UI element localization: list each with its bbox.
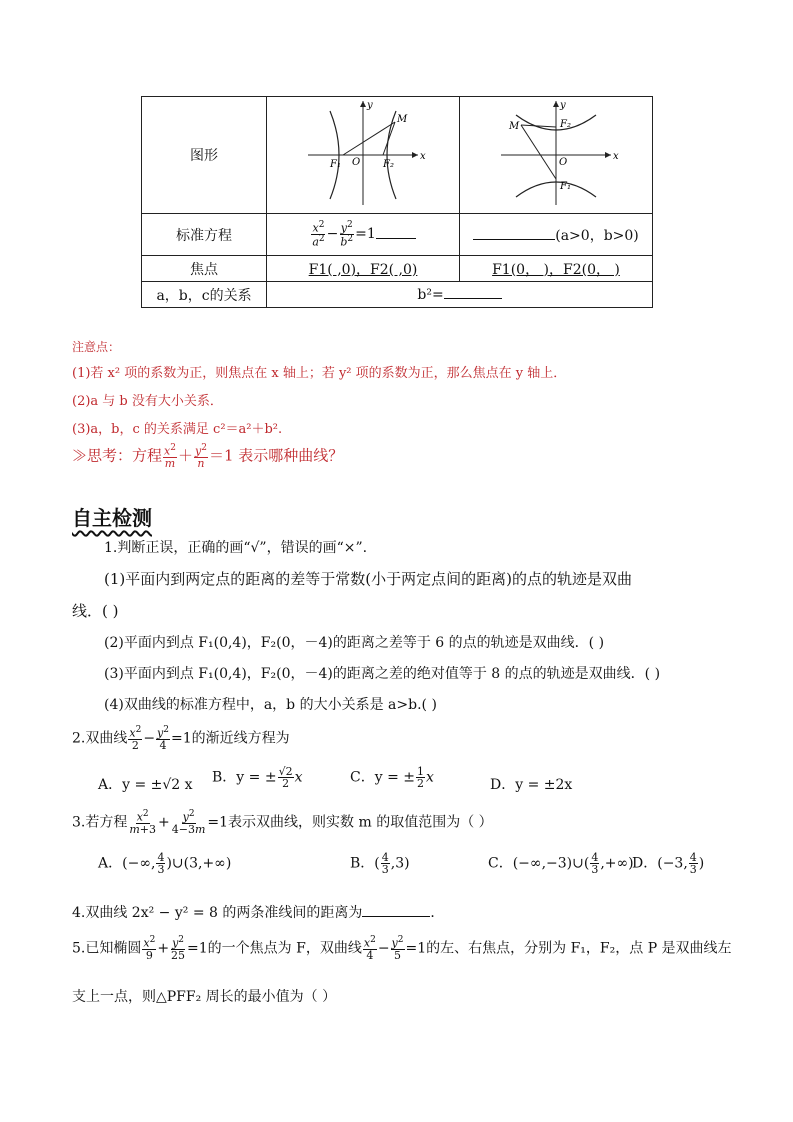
q2-option-c-prefix: C．y = ±	[350, 769, 415, 786]
q1-statement-1a: (1)平面内到两定点的距离的差等于常数(小于两定点间的距离)的点的轨迹是双曲	[104, 570, 632, 588]
y-axis-label-2: y	[560, 100, 566, 111]
focus-1-label: F₁	[330, 159, 341, 170]
q5-prefix: 5.已知椭圆	[72, 940, 142, 957]
q3-option-a-label: A．	[98, 855, 123, 872]
q3-option-c[interactable]: C．(−∞,−3)∪( $\frac{4}{3}$ ,+∞)	[488, 851, 634, 876]
point-m-label-2: M	[509, 121, 520, 132]
q3-prefix: 3.若方程	[72, 814, 128, 831]
abc-row-label: a，b，c的关系	[142, 282, 267, 308]
graph-row-label: 图形	[142, 97, 267, 214]
x-axis-label: x	[420, 151, 426, 162]
equation-condition: (a>0，b>0)	[555, 227, 639, 244]
think-suffix: ＝1 表示哪种曲线？	[208, 446, 344, 465]
q2-option-d[interactable]: D．y = ±2x	[490, 777, 573, 793]
q3-suffix: =1表示双曲线，则实数 m 的取值范围为（ ）	[207, 814, 493, 831]
think-question: ≫思考：方程 $\frac{x^2}{m}$ ＋ $\frac{y^2}{n}$ ＝1 表示哪种曲线？	[72, 443, 344, 470]
q1-statement-1b: 线．( )	[72, 602, 119, 620]
equation-horizontal: $\frac{x^2}{a^2}$ − $\frac{y^2}{b^2}$ =1	[267, 214, 460, 256]
focus-1-label-2: F₁	[560, 181, 571, 192]
q2-suffix: 的渐近线方程为	[191, 730, 290, 747]
focus-vertical: F1(0， )，F2(0， )	[460, 256, 653, 282]
notes-title: 注意点：	[72, 340, 121, 354]
think-prefix: ≫思考：方程	[72, 446, 163, 465]
note-3: (3)a，b，c 的关系满足 c²＝a²＋b².	[72, 422, 283, 437]
q2-prefix: 2.双曲线	[72, 730, 128, 747]
horizontal-hyperbola-figure	[268, 97, 458, 209]
q5-stem-line1: 5.已知椭圆 $\frac{x^2}{9}$ + $\frac{y^2}{25}$ =1的一个焦点为 F，双曲线 $\frac{x^2}{4}$ − $\frac{y^2}{5}$ =1的左、右焦点，分别为 F₁，F₂，点 P 是双曲线左	[72, 935, 732, 962]
equation-vertical	[460, 214, 653, 256]
q3-stem: 3.若方程 $\frac{x^2}{m+3}$ + $\frac{y^2}{4-3m}$ =1表示双曲线，则实数 m 的取值范围为（ ）	[72, 809, 493, 836]
q3-option-d-label: D．	[632, 855, 658, 872]
q2-option-b[interactable]: B．y = ± $\frac{√2}{2}$ x	[212, 765, 303, 790]
focus-2-label-2: F₂	[560, 119, 571, 130]
equation-row-label: 标准方程	[142, 214, 267, 256]
abc-relation	[267, 282, 653, 308]
q3-option-b[interactable]: B．( $\frac{4}{3}$ ,3)	[350, 851, 410, 876]
q5-suffix: =1的左、右焦点，分别为 F₁，F₂，点 P 是双曲线左	[405, 940, 732, 957]
note-2: (2)a 与 b 没有大小关系．	[72, 394, 223, 409]
q1-statement-2: (2)平面内到点 F₁(0,4)，F₂(0，－4)的距离之差等于 6 的点的轨迹是双曲线．( )	[104, 635, 605, 651]
q4-stem	[72, 902, 444, 922]
q3-option-b-label: B．	[350, 855, 375, 872]
q4-end: ．	[430, 905, 445, 921]
origin-label-2: O	[559, 157, 568, 168]
point-m-label: M	[397, 114, 408, 125]
q2-option-a[interactable]: A．y = ±√2 x	[98, 777, 193, 793]
focus-horizontal: F1( ,0)，F2( ,0)	[267, 256, 460, 282]
q5-mid: =1的一个焦点为 F，双曲线	[187, 940, 362, 957]
q1-stem: 1.判断正误，正确的画“√”，错误的画“×”.	[104, 540, 368, 556]
section-title: 自主检测	[72, 506, 152, 530]
q3-option-c-label: C．	[488, 855, 513, 872]
q3-option-d[interactable]: D．(−3, $\frac{4}{3}$ )	[632, 851, 705, 876]
hyperbola-summary-table	[141, 96, 653, 308]
note-1: (1)若 x² 项的系数为正，则焦点在 x 轴上；若 y² 项的系数为正，那么焦点在 y 轴上．	[72, 366, 567, 381]
q2-option-b-prefix: B．y = ±	[212, 769, 277, 786]
q3-option-a[interactable]: A．(−∞, $\frac{4}{3}$ )∪(3,+∞)	[98, 851, 232, 876]
focus-2-label: F₂	[383, 159, 394, 170]
focus-row-label: 焦点	[142, 256, 267, 282]
q1-statement-4: (4)双曲线的标准方程中，a，b 的大小关系是 a>b.( )	[104, 697, 437, 713]
equation-tail: =1	[355, 226, 376, 243]
q5-stem-line2: 支上一点，则△PFF₂ 周长的最小值为（ ）	[72, 989, 337, 1005]
graph-horizontal-hyperbola	[267, 97, 460, 214]
q2-option-c[interactable]: C．y = ± $\frac{1}{2}$ x	[350, 765, 434, 790]
q1-statement-3: (3)平面内到点 F₁(0,4)，F₂(0，－4)的距离之差的绝对值等于 8 的点的轨迹是双曲线．( )	[104, 666, 661, 682]
abc-relation-text: b²=	[417, 286, 444, 303]
vertical-hyperbola-figure	[461, 97, 651, 209]
origin-label: O	[352, 157, 361, 168]
q2-stem: 2.双曲线 $\frac{x^2}{2}$ − $\frac{y^2}{4}$ =1的渐近线方程为	[72, 725, 290, 752]
graph-vertical-hyperbola	[460, 97, 653, 214]
y-axis-label: y	[367, 100, 373, 111]
x-axis-label-2: x	[613, 151, 619, 162]
q4-text: 4.双曲线 2x² − y² = 8 的两条准线间的距离为	[72, 905, 363, 921]
